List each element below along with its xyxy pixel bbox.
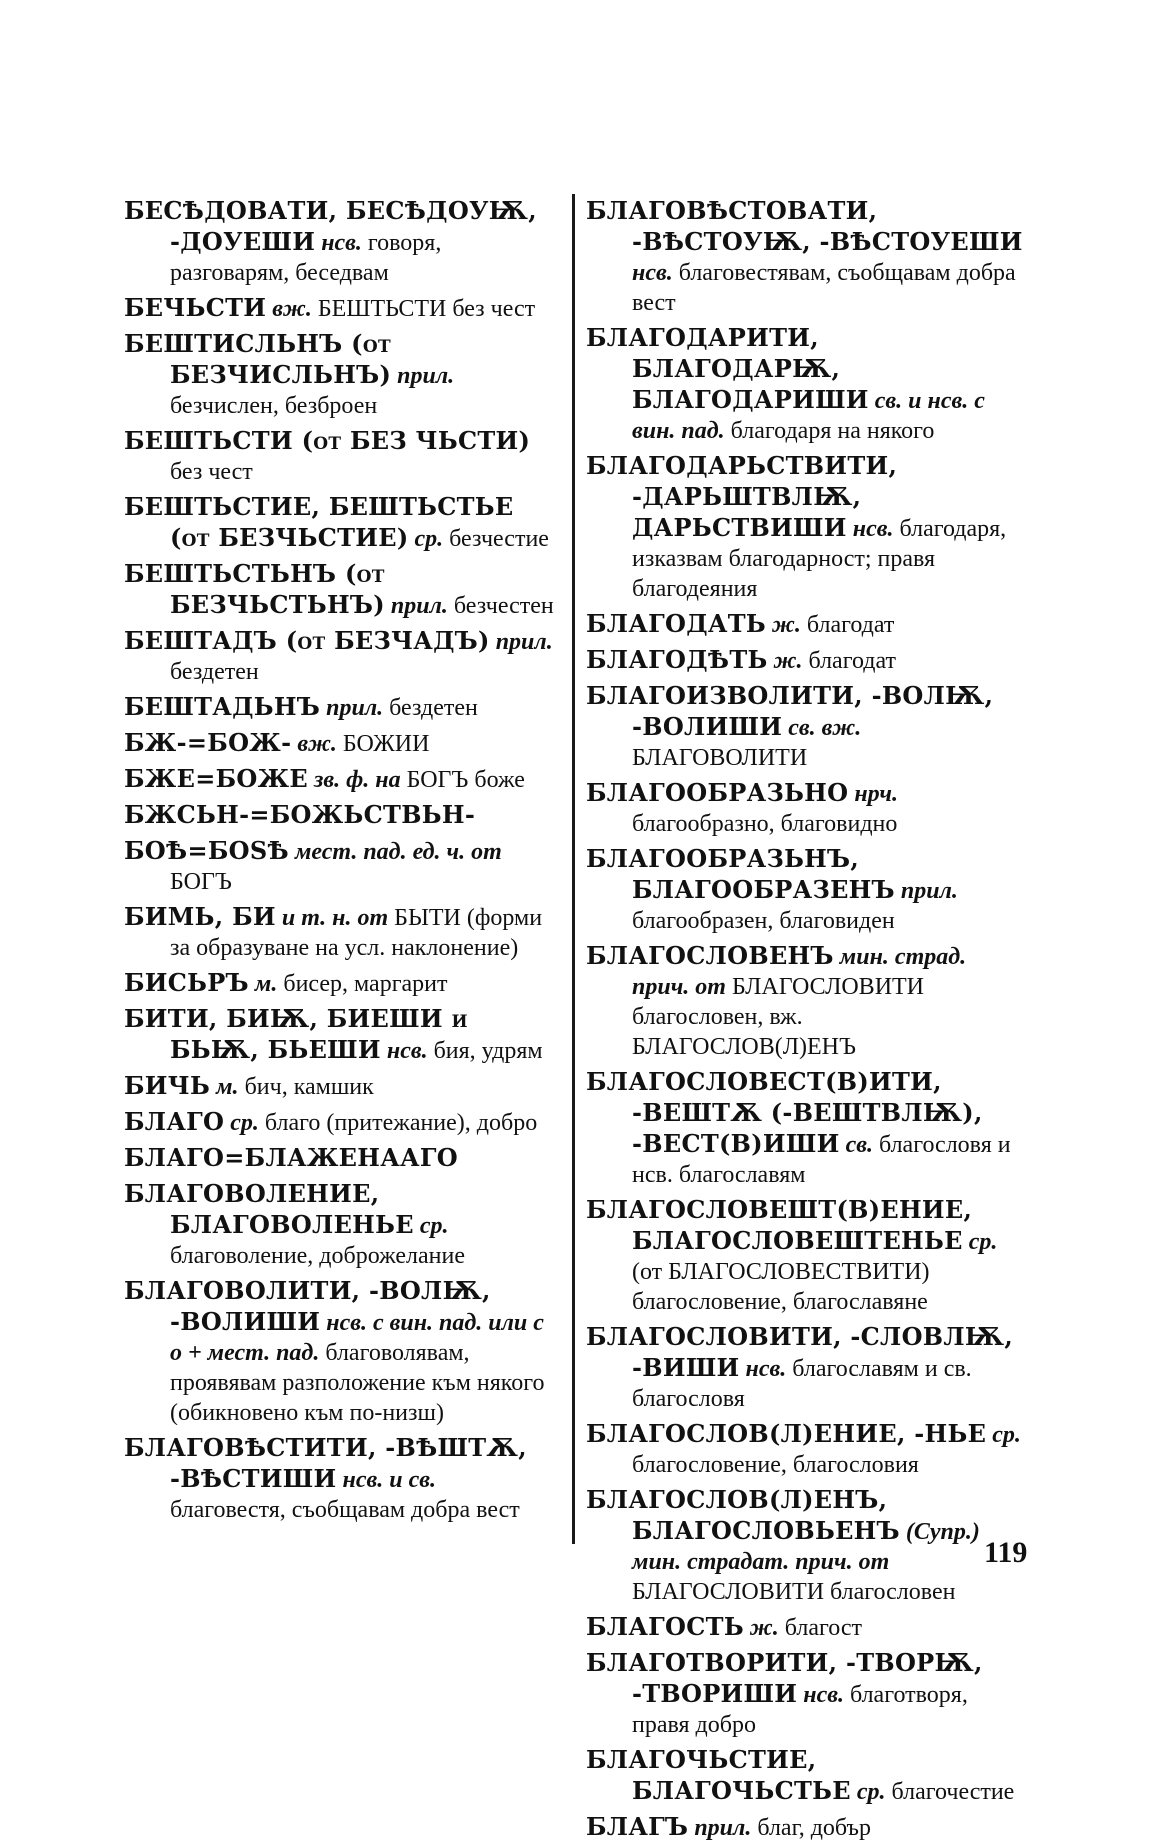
entry-headword: БЛАГОСЛОВЕНЪ [586,941,834,970]
entry-grammar: прил. [900,878,958,904]
entry-grammar: нсв. [386,1038,428,1064]
entry-grammar: прил. [694,1815,752,1841]
dictionary-entry [586,196,1026,318]
entry-headword: БЛАГООБРАЗЬНО [586,778,849,807]
dictionary-entry [124,1143,554,1174]
entry-grammar: нсв. с вин. пад. или с о + мест. пад. [170,1310,544,1366]
dictionary-entry [124,196,554,288]
dictionary-entry [124,1071,554,1102]
entry-definition: благовестя, съобщавам добра вест [170,1497,520,1523]
entry-grammar: ж. [749,1615,779,1641]
entry-headword: БЛАГОСЛОВЕСТ(В)ИТИ, -ВЕШТѪ (-ВЕШТВЛѬ), -ВЕСТ(В)ИШИ [586,1067,983,1158]
entry-grammar: (Супр.) мин. страдат. прич. от [632,1519,980,1575]
entry-grammar: ж. [773,648,803,674]
entry-headword: БЛАГОВОЛИТИ, -ВОЛѬ, -ВОЛИШИ [124,1276,491,1336]
entry-definition: благодат [806,612,895,638]
entry-grammar: нсв. и св. [342,1467,436,1493]
entry-grammar: ср. [968,1229,998,1255]
left-column [124,196,554,1530]
entry-definition: благовестявам, съобщавам добра вест [632,260,1016,316]
entry-headword: БЕШТЬСТИ (от БЕЗ ЧЬСТИ) [124,426,531,455]
entry-definition: благо (притежание), добро [264,1110,538,1136]
entry-headword: БЛАГЪ [586,1812,689,1841]
entry-headword: БЕШТАДЬНЪ [124,692,321,721]
entry-headword: БЛАГОСТЬ [586,1612,744,1641]
entry-definition: говоря, разговарям, беседвам [170,230,442,286]
dictionary-entry [124,1276,554,1428]
entry-grammar: нрч. [854,781,898,807]
entry-headword: БЛАГОСЛОВИТИ, -СЛОВЛѬ, -ВИШИ [586,1322,1013,1382]
entry-headword: БЛАГОСЛОВ(Л)ЕНИЕ, -НЬЕ [586,1419,987,1448]
entry-definition: БОГЪ боже [406,767,525,793]
entry-definition: БОГЪ [170,869,232,895]
dictionary-entry [124,800,554,831]
entry-headword: БЕШТАДЪ (от БЕЗЧАДЪ) [124,626,490,655]
dictionary-entry [586,645,1026,676]
entry-definition: безчестие [449,526,549,552]
entry-grammar: нсв. [852,516,894,542]
entry-definition: (от БЛАГОСЛОВЕСТВИТИ) благословение, благославяне [632,1259,930,1315]
entry-definition: благодаря, изказвам благодарност; правя благодеяния [632,516,1007,602]
dictionary-entry [586,1322,1026,1414]
entry-headword: БИЧЬ [124,1071,211,1100]
entry-grammar: св. и нсв. с вин. пад. [632,388,985,444]
dictionary-entry [124,1179,554,1271]
dictionary-entry [586,1745,1026,1807]
entry-definition: бездетен [389,695,478,721]
entry-headword: БЖЕ=БОЖЕ [124,764,308,793]
dictionary-entry [586,1648,1026,1740]
entry-headword: БЛАГОСЛОВЕШТ(В)ЕНИЕ, БЛАГОСЛОВЕШТЕНЬЕ [586,1195,973,1255]
entry-definition: безчислен, безброен [170,393,378,419]
entry-grammar: ср. [992,1422,1021,1448]
entry-headword: БЛАГОВѢСТИТИ, -ВѢШТѪ, -ВѢСТИШИ [124,1433,527,1493]
right-column [586,196,1026,1848]
entry-definition: без чест [170,459,253,485]
dictionary-entry [124,426,554,487]
dictionary-entry [586,1195,1026,1317]
entry-definition: благодат [808,648,896,674]
dictionary-entry [124,728,554,759]
dictionary-entry [586,1419,1026,1480]
entry-grammar: св. [845,1132,873,1158]
entry-grammar: нсв. [803,1682,844,1708]
entry-headword: БЛАГОВѢСТОВАТИ, -ВѢСТОУѬ, -ВѢСТОУЕШИ [586,196,1023,256]
entry-grammar: нсв. [632,260,673,286]
entry-definition: благославям и св. благословя [632,1356,972,1412]
entry-grammar: вж. [297,731,337,757]
entry-grammar: вж. [272,296,312,322]
entry-definition: благословя и нсв. благославям [632,1132,1011,1188]
entry-definition: благ, добър [757,1815,871,1841]
entry-definition: бездетен [170,659,259,685]
entry-grammar: зв. ф. на [314,767,401,793]
entry-headword: БЕШТЬСТИЕ, БЕШТЬСТЬЕ (от БЕЗЧЬСТИЕ) [124,492,514,552]
column-divider [572,194,575,1544]
entry-definition: благоволение, доброжелание [170,1243,466,1269]
dictionary-entry [124,492,554,554]
entry-grammar: ср. [856,1779,886,1805]
dictionary-entry [124,1004,554,1066]
entry-headword: БЛАГОЧЬСТИЕ, БЛАГОЧЬСТЬЕ [586,1745,851,1805]
entry-definition: бия, удрям [433,1038,543,1064]
entry-definition: бисер, маргарит [283,971,448,997]
entry-grammar: св. вж. [788,715,862,741]
entry-definition: благост [784,1615,863,1641]
dictionary-entry [586,1485,1026,1607]
entry-definition: благообразно, благовидно [632,811,898,837]
entry-grammar: м. [254,971,278,997]
entry-headword: БЛАГО [124,1107,225,1136]
entry-headword: БЛАГООБРАЗЬНЪ, БЛАГООБРАЗЕНЪ [586,844,895,904]
entry-grammar: прил. [390,593,448,619]
entry-definition: благодаря на някого [730,418,935,444]
entry-grammar: ж. [772,612,801,638]
entry-grammar: ср. [419,1213,449,1239]
dictionary-entry [124,764,554,795]
dictionary-entry [586,1612,1026,1643]
entry-definition: благословение, благословия [632,1452,919,1478]
dictionary-entry [124,968,554,999]
entry-headword: БЛАГОВОЛЕНИЕ, БЛАГОВОЛЕНЬЕ [124,1179,414,1239]
dictionary-entry [124,293,554,324]
dictionary-entry [586,681,1026,773]
dictionary-entry [586,941,1026,1062]
entry-headword: БЛАГО=БЛАЖЕНААГО [124,1143,458,1172]
entry-headword: БЛАГОСЛОВ(Л)ЕНЪ, БЛАГОСЛОВЬЕНЪ [586,1485,900,1545]
entry-headword: БЖ-=БОЖ- [124,728,292,757]
entry-grammar: ср. [414,526,444,552]
page-number: 119 [984,1536,1028,1569]
entry-definition: БЕШТЬСТИ без чест [317,296,536,322]
entry-headword: БЕШТИСЛЬНЪ (от БЕЗЧИСЛЬНЪ) [124,329,392,389]
entry-headword: БОѢ=БОЅѢ [124,836,289,865]
dictionary-entry [124,1107,554,1138]
dictionary-entry [124,902,554,963]
dictionary-entry [586,323,1026,446]
entry-grammar: ср. [230,1110,259,1136]
entry-definition: БЫТИ (форми за образуване на усл. наклонение) [170,905,543,961]
entry-headword: БЛАГОТВОРИТИ, -ТВОРѬ, -ТВОРИШИ [586,1648,983,1708]
entry-definition: благообразен, благовиден [632,908,895,934]
dictionary-entry [586,609,1026,640]
dictionary-entry [124,559,554,621]
entry-grammar: прил. [326,695,384,721]
entry-headword: БИМЬ, БИ [124,902,276,931]
dictionary-entry [124,836,554,897]
entry-headword: БЕЧЬСТИ [124,293,267,322]
dictionary-entry [586,844,1026,936]
entry-headword: БЖСЬН-=БОЖЬСТВЬН- [124,800,476,829]
entry-definition: БЛАГОСЛОВИТИ благословен, вж. БЛАГОСЛОВ(Л)ЕНЪ [632,974,925,1060]
entry-grammar: прил. [495,629,553,655]
entry-definition: благочестие [891,1779,1015,1805]
entry-headword: БЛАГОДАРЬСТВИТИ, -ДАРЬШТВЛѬ, ДАРЬСТВИШИ [586,451,898,542]
dictionary-entry [586,1067,1026,1190]
dictionary-entry [586,451,1026,604]
entry-headword: БЕСѢДОВАТИ, БЕСѢДОУѬ, -ДОУЕШИ [124,196,537,256]
entry-grammar: и т. н. от [281,905,389,931]
dictionary-entry [124,1433,554,1525]
dictionary-entry [124,626,554,687]
entry-definition: благоволявам, проявявам разположение към някого (обикновено към по-низш) [170,1340,545,1426]
entry-headword: БИСЬРЪ [124,968,249,997]
entry-grammar: мест. пад. ед. ч. от [294,839,502,865]
entry-grammar: прил. [397,363,455,389]
entry-definition: бич, камшик [244,1074,374,1100]
entry-definition: благотворя, правя добро [632,1682,968,1738]
entry-grammar: нсв. [321,230,362,256]
entry-headword: БЛАГОИЗВОЛИТИ, -ВОЛѬ, -ВОЛИШИ [586,681,994,741]
entry-headword: БЕШТЬСТЬНЪ (от БЕЗЧЬСТЬНЪ) [124,559,385,619]
dictionary-entry [586,778,1026,839]
entry-grammar: м. [216,1074,239,1100]
entry-grammar: нсв. [745,1356,787,1382]
entry-definition: БОЖИИ [342,731,430,757]
entry-headword: БИТИ, БИѬ, БИЕШИ и БЬѬ, БЬЕШИ [124,1004,468,1064]
dictionary-entry [124,329,554,421]
entry-definition: БЛАГОВОЛИТИ [632,745,808,771]
dictionary-entry [586,1812,1026,1843]
entry-headword: БЛАГОДѢТЬ [586,645,768,674]
entry-definition: безчестен [453,593,554,619]
entry-definition: БЛАГОСЛОВИТИ благословен [632,1579,956,1605]
entry-grammar: мин. страд. прич. от [632,944,967,1000]
entry-headword: БЛАГОДАТЬ [586,609,767,638]
entry-headword: БЛАГОДАРИТИ, БЛАГОДАРѬ, БЛАГОДАРИШИ [586,323,869,414]
dictionary-entry [124,692,554,723]
